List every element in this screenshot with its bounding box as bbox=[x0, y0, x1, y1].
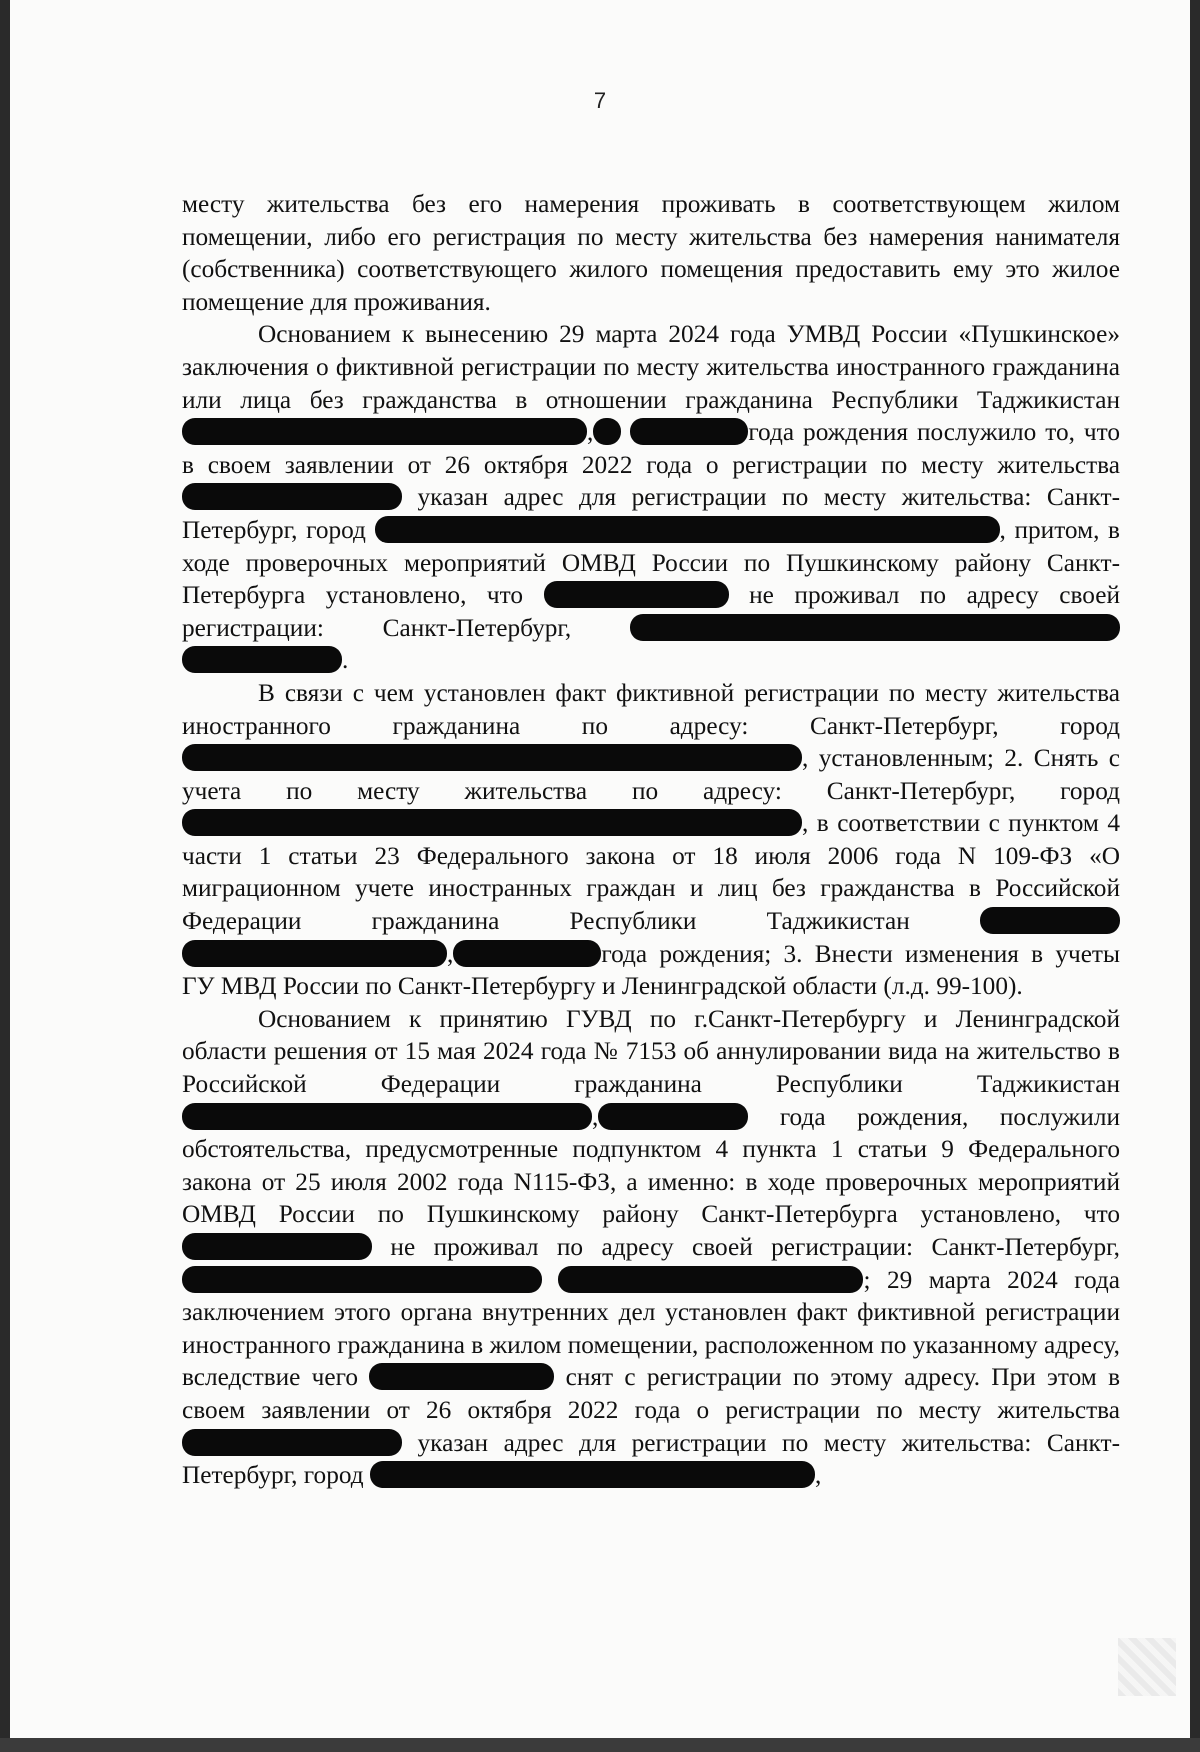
paragraph-text: месту жительства без его намерения проживать в соответствующем жилом помещении, либо его регистрация по месту жительства без намерения нанимателя (собственника) соответствующего жилого помещения предоставить ему это жилое помещение для проживания. bbox=[182, 190, 1120, 316]
page-number: 7 bbox=[593, 88, 607, 113]
redaction-mark bbox=[182, 646, 342, 673]
paragraph-text: года рождения; 3. Внести изменения в учеты ГУ МВД России по Санкт-Петербургу и Ленинградской области (л.д. 99-100). bbox=[182, 939, 1120, 1001]
paragraph-text: указан адрес для регистрации по месту жительства: Санкт-Петербург, город bbox=[182, 483, 1120, 544]
paragraph-text: , установленным; 2. Снять с учета по месту жительства по адресу: Санкт-Петербург, город bbox=[182, 744, 1120, 805]
redaction-mark bbox=[182, 744, 802, 771]
paragraph-text: , bbox=[447, 939, 454, 968]
paragraph bbox=[182, 1003, 1120, 1492]
paragraph bbox=[182, 677, 1120, 1003]
paragraph-text: . bbox=[342, 646, 349, 675]
paragraph-text: Основанием к вынесению 29 марта 2024 года УМВД России «Пушкинское» заключения о фиктивной регистрации по месту жительства иностранного гражданина или лица без гражданства в отношении гражданина Республики Таджикистан bbox=[182, 320, 1120, 414]
redaction-mark bbox=[375, 516, 1000, 543]
document-page bbox=[10, 0, 1190, 1738]
redaction-mark bbox=[593, 418, 621, 445]
paragraph-text: , bbox=[587, 418, 594, 447]
redaction-mark bbox=[182, 940, 447, 967]
redaction-mark bbox=[182, 1233, 372, 1260]
paragraph-text: не проживал по адресу своей регистрации: Санкт-Петербург, bbox=[372, 1233, 1120, 1261]
redaction-mark bbox=[369, 1363, 554, 1390]
paragraph-text: года рождения послужило то, что в своем заявлении от 26 октября 2022 года о регистрации по месту жительства bbox=[182, 418, 1120, 479]
scan-watermark bbox=[1118, 1638, 1176, 1696]
paragraph-text: Основанием к принятию ГУВД по г.Санкт-Петербургу и Ленинградской области решения от 15 мая 2024 года № 7153 об аннулировании вида на жительство в Российской Федерации гражданина Республики Таджикистан bbox=[182, 1004, 1120, 1099]
redaction-mark bbox=[182, 809, 802, 836]
redaction-mark bbox=[980, 907, 1120, 934]
paragraph-text: ; 29 марта 2024 года заключением этого органа внутренних дел установлен факт фиктивной регистрации иностранного гражданина в жилом помещении, расположенном по указанному адресу, вследствие чего bbox=[182, 1265, 1120, 1392]
paragraph-text: указан адрес для регистрации по месту жительства: Санкт-Петербург, город bbox=[182, 1428, 1120, 1490]
paragraph-text: , в соответствии с пунктом 4 части 1 статьи 23 Федерального закона от 18 июля 2006 года N 109-ФЗ «О миграционном учете иностранных граждан и лиц без гражданства в Российской Федерации гражданина Республики Таджикистан bbox=[182, 809, 1120, 936]
redaction-mark bbox=[598, 1103, 748, 1130]
redaction-mark bbox=[370, 1461, 815, 1488]
paragraph-text: снят с регистрации по этому адресу. При этом в своем заявлении от 26 октября 2022 года о регистрации по месту жительства bbox=[182, 1363, 1121, 1424]
redaction-mark bbox=[182, 1429, 402, 1456]
paragraph-text: года рождения, послужили обстоятельства, предусмотренные подпунктом 4 пункта 1 статьи 9 Федерального закона от 25 июля 2002 года N115-ФЗ, а именно: в ходе проверочных мероприятий ОМВД России по Пушкинскому району Санкт-Петербурга установлено, что bbox=[182, 1102, 1120, 1229]
paragraph-text: В связи с чем установлен факт фиктивной регистрации по месту жительства иностранного гражданина по адресу: Санкт-Петербург, город bbox=[182, 678, 1120, 740]
paragraph-text: , bbox=[814, 1461, 822, 1490]
document-body bbox=[182, 188, 1120, 1492]
redaction-mark bbox=[630, 614, 1120, 641]
paragraph-text: , bbox=[592, 1102, 599, 1131]
redaction-mark bbox=[544, 581, 729, 608]
redaction-mark bbox=[182, 418, 587, 445]
paragraph-text: не проживал по адресу своей регистрации: Санкт-Петербург, bbox=[182, 581, 1120, 642]
redaction-mark bbox=[453, 940, 601, 967]
scan-edge bbox=[0, 1738, 1200, 1752]
paragraph-text: , притом, в ходе проверочных мероприятий ОМВД России по Пушкинскому району Санкт-Петербурга установлено, что bbox=[182, 515, 1120, 610]
redaction-mark bbox=[182, 1266, 542, 1293]
redaction-mark bbox=[558, 1266, 863, 1293]
redaction-mark bbox=[630, 418, 748, 445]
redaction-mark bbox=[182, 1103, 592, 1130]
paragraph bbox=[182, 318, 1120, 677]
redaction-mark bbox=[182, 483, 402, 510]
paragraph bbox=[182, 188, 1120, 318]
